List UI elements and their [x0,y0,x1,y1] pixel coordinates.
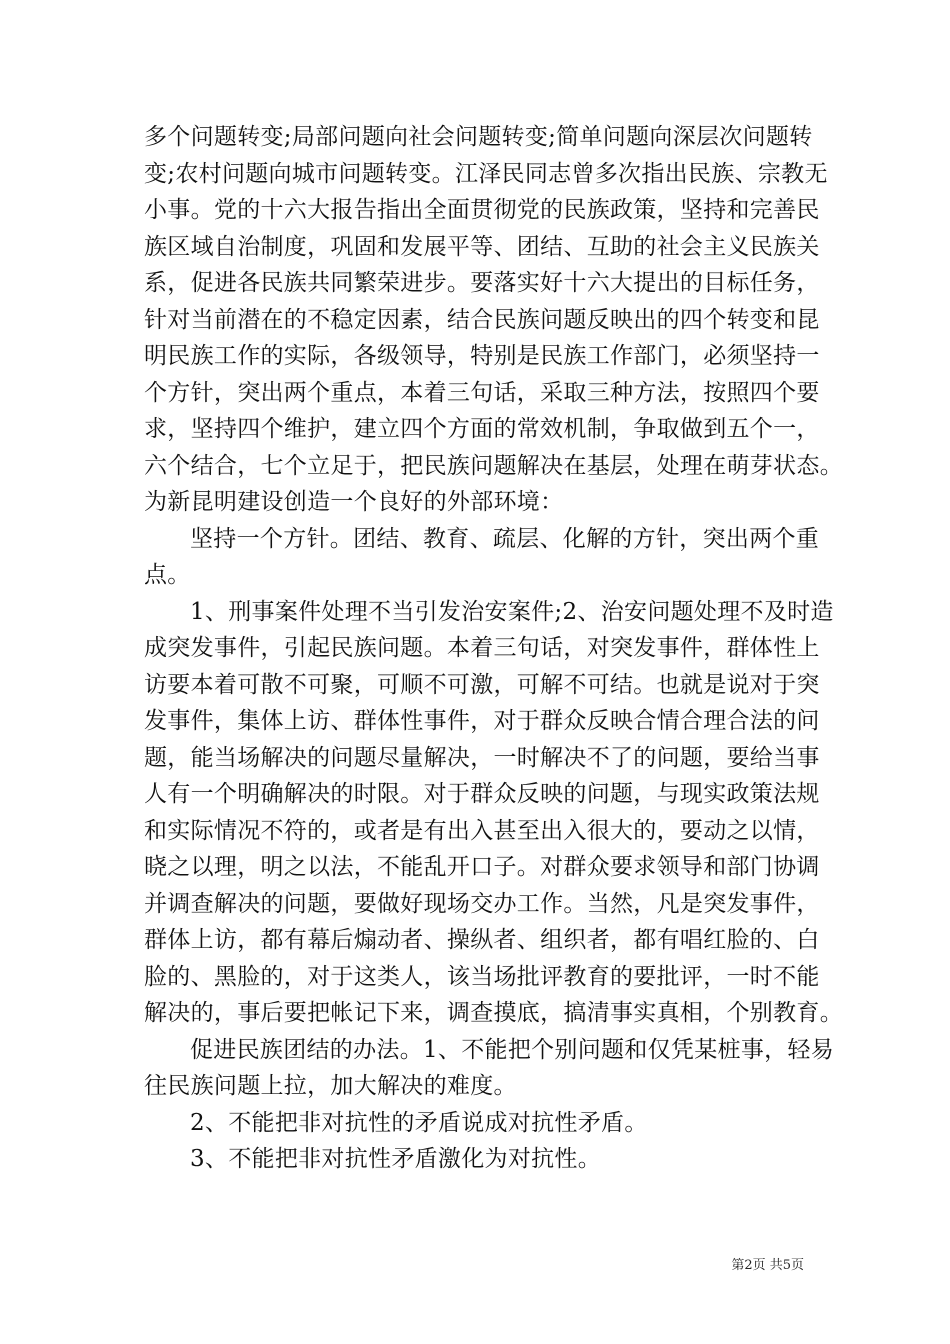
text-line: 群体上访，都有幕后煽动者、操纵者、组织者，都有唱红脸的、白 [144,927,820,953]
text-line: 个方针，突出两个重点，本着三句话，采取三种方法，按照四个要 [144,379,820,406]
text-line: 和实际情况不符的，或者是有出入甚至出入很大的，要动之以情， [144,817,820,844]
text-line: 系，促进各民族共同繁荣进步。要落实好十六大提出的目标任务， [144,270,820,296]
text-line: 为新昆明建设创造一个良好的外部环境： [144,489,564,515]
text-line: 访要本着可散不可聚，可顺不可激，可解不可结。也就是说对于突 [144,671,820,698]
paragraph [144,1032,835,1105]
text-line: 多个问题转变;局部问题向社会问题转变;简单问题向深层次问题转 [144,124,813,150]
text-line: 小事。党的十六大报告指出全面贯彻党的民族政策，坚持和完善民 [144,197,820,223]
text-line: 变;农村问题向城市问题转变。江泽民同志曾多次指出民族、宗教无 [144,160,828,187]
text-line: 族区域自治制度，巩固和发展平等、团结、互助的社会主义民族关 [144,233,820,260]
text-line: 六个结合，七个立足于，把民族问题解决在基层，处理在萌芽状态。 [144,452,843,479]
paragraph [144,1141,812,1178]
paragraph [144,594,843,1032]
text-line: 1、刑事案件处理不当引发治安案件;2、治安问题处理不及时造 [190,598,834,625]
text-line: 人有一个明确解决的时限。对于群众反映的问题，与现实政策法规 [144,781,820,807]
text-line: 成突发事件，引起民族问题。本着三句话，对突发事件，群体性上 [144,635,820,661]
paragraph [144,1105,812,1142]
text-line: 促进民族团结的办法。1、不能把个别问题和仅凭某桩事，轻易 [190,1036,835,1063]
text-line: 发事件，集体上访、群体性事件，对于群众反映合情合理合法的问 [144,708,820,734]
text-line: 点。 [144,562,191,588]
text-line: 坚持一个方针。团结、教育、疏层、化解的方针，突出两个重 [190,525,820,552]
text-line: 脸的、黑脸的，对于这类人，该当场批评教育的要批评，一时不能 [144,963,820,990]
page-number: 第2页 共5页 [731,1258,804,1273]
text-line: 明民族工作的实际，各级领导，特别是民族工作部门，必须坚持一 [144,343,820,369]
text-line: 3、不能把非对抗性矛盾激化为对抗性。 [190,1146,602,1172]
text-line: 往民族问题上拉，加大解决的难度。 [144,1073,517,1099]
paragraph [144,119,843,521]
text-line: 题，能当场解决的问题尽量解决，一时解决不了的问题，要给当事 [144,744,820,771]
text-line: 晓之以理，明之以法，不能乱开口子。对群众要求领导和部门协调 [144,854,820,880]
text-line: 并调查解决的问题，要做好现场交办工作。当然，凡是突发事件， [144,890,820,917]
text-line: 求，坚持四个维护，建立四个方面的常效机制，争取做到五个一， [144,416,820,442]
text-line: 解决的，事后要把帐记下来，调查摸底，搞清事实真相，个别教育。 [144,1000,843,1026]
paragraph [144,521,820,594]
text-line: 2、不能把非对抗性的矛盾说成对抗性矛盾。 [190,1109,648,1136]
text-line: 针对当前潜在的不稳定因素，结合民族问题反映出的四个转变和昆 [144,306,820,333]
document-body [144,119,843,1178]
